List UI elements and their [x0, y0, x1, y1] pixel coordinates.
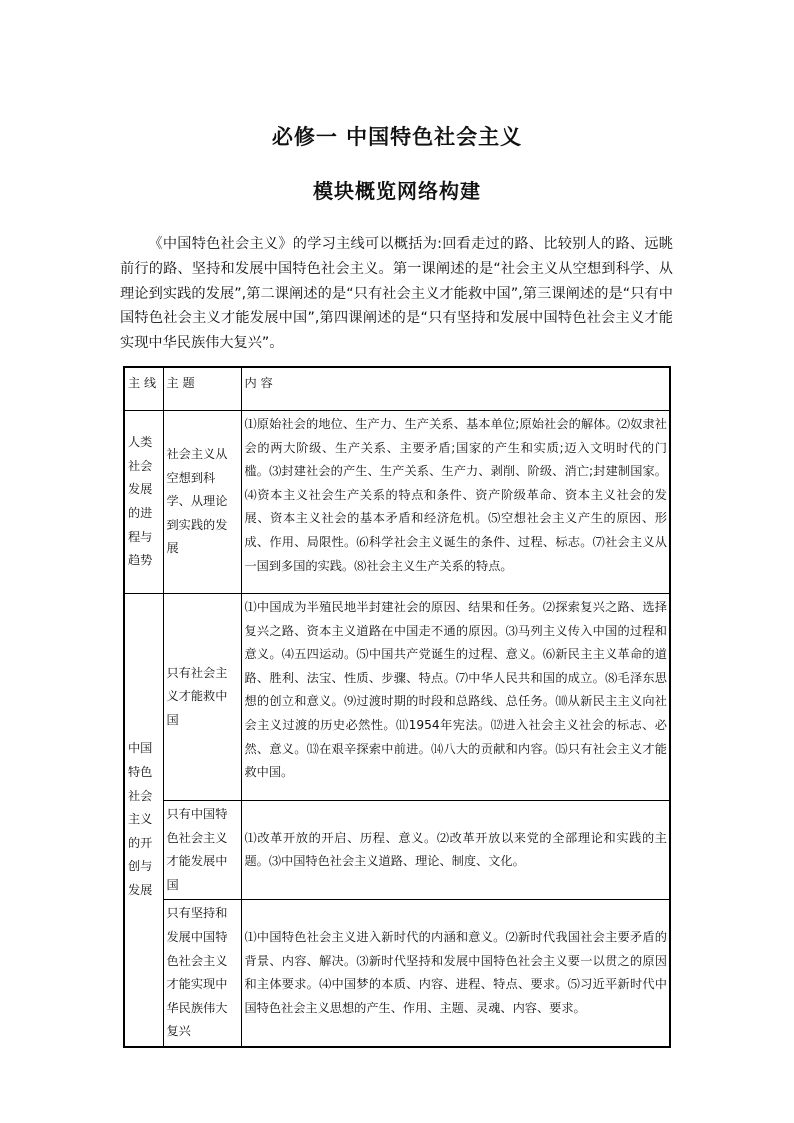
table-row [124, 900, 670, 1047]
main-line-cell: 中国特色社会主义的开创与发展 [124, 594, 163, 1047]
topic-cell: 社会主义从空想到科学、从理论到实践的发展 [163, 411, 241, 594]
content-cell: ⑴中国特色社会主义进入新时代的内涵和意义。⑵新时代我国社会主要矛盾的背景、内容、解决。⑶新时代坚持和发展中国特色社会主义要一以贯之的原因和主体要求。⑷中国梦的本质、内容、进程、特点、要求。⑸习近平新时代中国特色社会主义思想的产生、作用、主题、灵魂、内容、要求。 [241, 900, 670, 1047]
topic-cell: 只有社会主义才能救中国 [163, 594, 241, 801]
header-content: 内 容 [241, 367, 670, 411]
content-cell: ⑴改革开放的开启、历程、意义。⑵改革开放以来党的全部理论和实践的主题。⑶中国特色社会主义道路、理论、制度、文化。 [241, 801, 670, 900]
document-subtitle: 模块概览网络构建 [313, 179, 481, 203]
main-line-cell: 人类社会发展的进程与趋势 [124, 411, 163, 594]
table-row [124, 801, 670, 900]
table-row [124, 594, 670, 801]
topic-cell: 只有坚持和发展中国特色社会主义才能实现中华民族伟大复兴 [163, 900, 241, 1047]
intro-paragraph: 《中国特色社会主义》的学习主线可以概括为:回看走过的路、比较别人的路、远眺前行的路、坚持和发展中国特色社会主义。第一课阐述的是“社会主义从空想到科学、从理论到实践的发展”,第二课阐述的是“只有社会主义才能救中国”,第三课阐述的是“只有中国特色社会主义才能发展中国”,第四课阐述的是“只有坚持和发展中国特色社会主义才能实现中华民族伟大复兴”。 [120, 236, 673, 352]
header-topic: 主 题 [163, 367, 241, 411]
header-main-line: 主 线 [124, 367, 163, 411]
module-overview-table [123, 366, 671, 1048]
table-header-row [124, 367, 670, 411]
content-cell: ⑴中国成为半殖民地半封建社会的原因、结果和任务。⑵探索复兴之路、选择复兴之路、资本主义道路在中国走不通的原因。⑶马列主义传入中国的过程和意义。⑷五四运动。⑸中国共产党诞生的过程、意义。⑹新民主主义革命的道路、胜利、法宝、性质、步骤、特点。⑺中华人民共和国的成立。⑻毛泽东思想的创立和意义。⑼过渡时期的时段和总路线、总任务。⑽从新民主主义向社会主义过渡的历史必然性。⑾1954年宪法。⑿进入社会主义社会的标志、必然、意义。⒀在艰辛探索中前进。⒁八大的贡献和内容。⒂只有社会主义才能救中国。 [241, 594, 670, 801]
table-row [124, 411, 670, 594]
content-cell: ⑴原始社会的地位、生产力、生产关系、基本单位;原始社会的解体。⑵奴隶社会的两大阶级、生产关系、主要矛盾;国家的产生和实质;迈入文明时代的门槛。⑶封建社会的产生、生产关系、生产力、剥削、阶级、消亡;封建制国家。⑷资本主义社会生产关系的特点和条件、资产阶级革命、资本主义社会的发展、资本主义社会的基本矛盾和经济危机。⑸空想社会主义产生的原因、形成、作用、局限性。⑹科学社会主义诞生的条件、过程、标志。⑺社会主义从一国到多国的实践。⑻社会主义生产关系的特点。 [241, 411, 670, 594]
document-title: 必修一 中国特色社会主义 [271, 125, 523, 149]
topic-cell: 只有中国特色社会主义才能发展中国 [163, 801, 241, 900]
